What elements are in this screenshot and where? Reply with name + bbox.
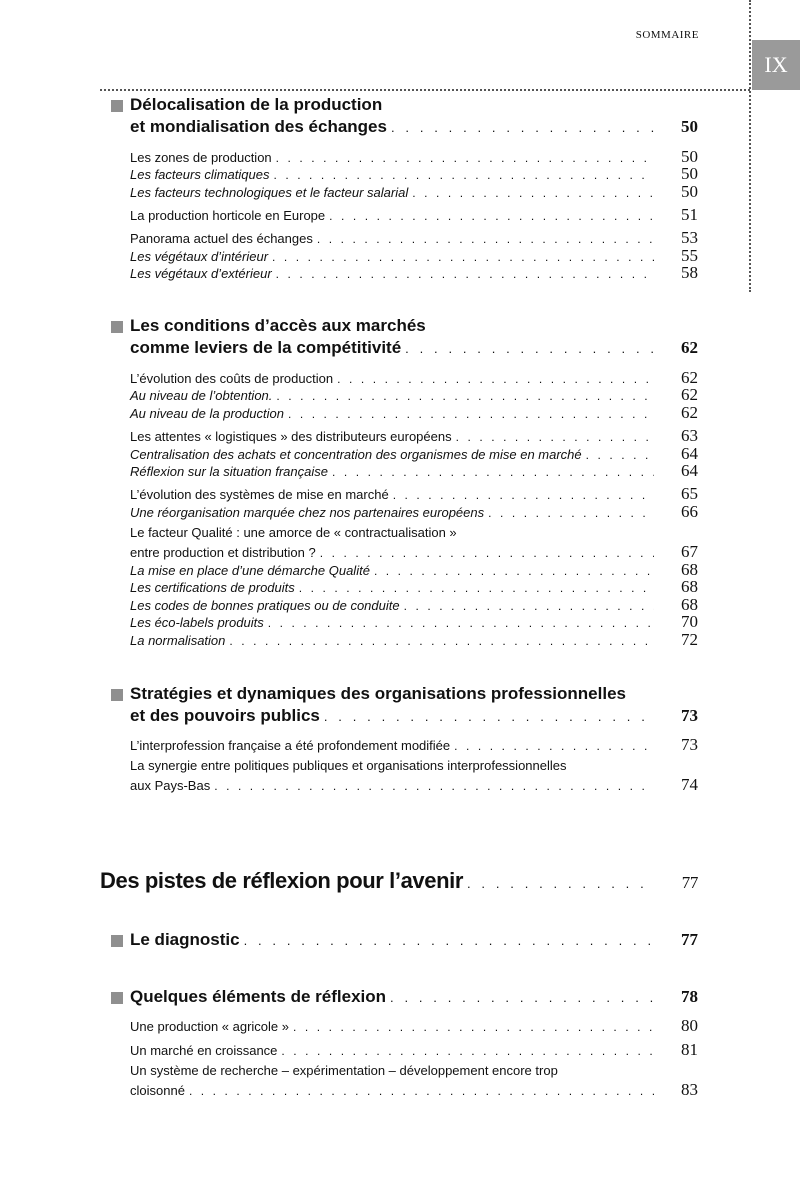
section-square-icon: [111, 689, 123, 701]
dot-leader: [329, 209, 654, 223]
entry-text: Panorama actuel des échanges: [130, 231, 313, 246]
page-number: 64: [681, 444, 698, 463]
vertical-dotted-rule: [749, 0, 751, 292]
entry-text: entre production et distribution ?: [130, 545, 316, 560]
dot-leader: [374, 564, 654, 578]
dot-leader: [320, 546, 654, 560]
dot-leader: [276, 389, 654, 403]
toc-entry: [130, 228, 698, 248]
toc-part-row: [100, 868, 698, 894]
entry-text: cloisonné: [130, 1083, 185, 1098]
section-title-line2: et des pouvoirs publics: [130, 706, 320, 725]
dot-leader: [268, 616, 654, 630]
dot-leader: [189, 1084, 654, 1098]
dot-leader: [337, 372, 654, 386]
toc-entry: [130, 735, 698, 755]
entry-text: Les codes de bonnes pratiques ou de conduite: [130, 598, 400, 613]
page-number: 65: [681, 484, 698, 503]
dot-leader: [467, 876, 654, 891]
page-number: 53: [681, 228, 698, 247]
toc-entry: [130, 775, 698, 795]
page-number: 68: [681, 577, 698, 596]
dot-leader: [488, 506, 654, 520]
dot-leader: [229, 634, 654, 648]
section-title-line1: Stratégies et dynamiques des organisations professionnelles: [130, 684, 626, 703]
toc-entry: [130, 1040, 698, 1060]
toc-entry: [130, 263, 698, 283]
entry-text: Les facteurs technologiques et le facteur salarial: [130, 185, 409, 200]
entry-text: Les attentes « logistiques » des distributeurs européens: [130, 429, 452, 444]
dot-leader: [317, 232, 654, 246]
toc-entry: [130, 164, 698, 184]
dot-leader: [281, 1044, 654, 1058]
entry-text: Réflexion sur la situation française: [130, 464, 328, 479]
page-number: 77: [681, 930, 698, 949]
page-number: 62: [681, 403, 698, 422]
dot-leader: [276, 267, 654, 281]
page-number: 66: [681, 502, 698, 521]
page-number: 50: [681, 182, 698, 201]
dot-leader: [332, 465, 654, 479]
dot-leader: [393, 488, 654, 502]
dot-leader: [272, 250, 654, 264]
entry-text: Au niveau de la production: [130, 406, 284, 421]
page-number: 68: [681, 595, 698, 614]
page-number: 77: [681, 873, 698, 892]
entry-text: Les certifications de produits: [130, 580, 295, 595]
toc-entry: [130, 182, 698, 202]
page-number: 74: [681, 775, 698, 794]
page-number: 73: [681, 735, 698, 754]
section-square-icon: [111, 321, 123, 333]
page-number: 68: [681, 560, 698, 579]
page-number: 81: [681, 1040, 698, 1059]
entry-text: La production horticole en Europe: [130, 208, 326, 223]
page-number: 62: [681, 338, 698, 357]
entry-text: L’évolution des coûts de production: [130, 371, 334, 386]
dot-leader: [324, 709, 654, 724]
toc-entry: [130, 502, 698, 522]
dot-leader: [412, 186, 654, 200]
toc-entry: [130, 577, 698, 597]
entry-text-line1: La synergie entre politiques publiques et organisations interprofessionnelles: [130, 758, 567, 773]
toc-entry: [130, 630, 698, 650]
page-number: 64: [681, 461, 698, 480]
toc-entry: [130, 403, 698, 423]
entry-text-line1: Un système de recherche – expérimentation – développement encore trop: [130, 1063, 558, 1078]
page-number: 58: [681, 263, 698, 282]
page-number: 55: [681, 246, 698, 265]
toc-entry: [130, 484, 698, 504]
page-number: 62: [681, 368, 698, 387]
page-number: 80: [681, 1016, 698, 1035]
dot-leader: [456, 430, 654, 444]
page-number: 73: [681, 706, 698, 725]
entry-text: La mise en place d’une démarche Qualité: [130, 563, 370, 578]
section-title-line2: comme leviers de la compétitivité: [130, 338, 402, 357]
page-number-tab: IX: [752, 40, 800, 90]
section-square-icon: [111, 935, 123, 947]
page-number: 50: [681, 164, 698, 183]
section-square-icon: [111, 992, 123, 1004]
dot-leader: [299, 581, 654, 595]
section-title-line1: Délocalisation de la production: [130, 95, 383, 114]
entry-text: L’évolution des systèmes de mise en marché: [130, 487, 389, 502]
page-number: 50: [681, 147, 698, 166]
toc-entry: [130, 542, 698, 562]
entry-text: La normalisation: [130, 633, 226, 648]
dot-leader: [244, 933, 654, 948]
entry-text: Une production « agricole »: [130, 1019, 289, 1034]
toc-section-row: [130, 338, 698, 358]
entry-text-line1: Le facteur Qualité : une amorce de « contractualisation »: [130, 525, 457, 540]
toc-entry: [130, 385, 698, 405]
entry-text: Centralisation des achats et concentration des organismes de mise en marché: [130, 447, 582, 462]
toc-entry: [130, 205, 698, 225]
toc-entry: [130, 461, 698, 481]
entry-text: Une réorganisation marquée chez nos partenaires européens: [130, 505, 485, 520]
page-number: 70: [681, 612, 698, 631]
toc-section-row: [130, 987, 698, 1007]
section-title: Quelques éléments de réflexion: [130, 987, 387, 1006]
page-number: 50: [681, 117, 698, 136]
page-number: 62: [681, 385, 698, 404]
running-title: SOMMAIRE: [635, 29, 699, 41]
entry-text: Au niveau de l’obtention.: [130, 388, 273, 403]
page-number: 51: [681, 205, 698, 224]
dot-leader: [214, 779, 654, 793]
section-square-icon: [111, 100, 123, 112]
toc-entry: [130, 1016, 698, 1036]
entry-text: Les facteurs climatiques: [130, 167, 270, 182]
part-title: Des pistes de réflexion pour l’avenir: [100, 868, 463, 893]
dot-leader: [391, 120, 654, 135]
toc-entry: [130, 426, 698, 446]
dot-leader: [586, 448, 654, 462]
section-title: Le diagnostic: [130, 930, 240, 949]
section-title-line2: et mondialisation des échanges: [130, 117, 387, 136]
horizontal-dotted-rule: [100, 89, 750, 91]
dot-leader: [404, 599, 654, 613]
entry-text: L’interprofession française a été profondement modifiée: [130, 738, 451, 753]
entry-text: Un marché en croissance: [130, 1043, 278, 1058]
dot-leader: [390, 990, 654, 1005]
dot-leader: [288, 407, 654, 421]
toc-entry: [130, 1080, 698, 1100]
page-number: 63: [681, 426, 698, 445]
entry-text: Les végétaux d’extérieur: [130, 266, 272, 281]
page-number: 78: [681, 987, 698, 1006]
toc-section-row: [130, 117, 698, 137]
entry-text: Les zones de production: [130, 150, 272, 165]
toc-entry: [130, 612, 698, 632]
entry-text: Les végétaux d’intérieur: [130, 249, 269, 264]
toc-section-row: [130, 930, 698, 950]
dot-leader: [276, 151, 654, 165]
section-title-line1: Les conditions d’accès aux marchés: [130, 316, 426, 335]
page-number: 83: [681, 1080, 698, 1099]
entry-text: aux Pays-Bas: [130, 778, 211, 793]
dot-leader: [454, 739, 654, 753]
dot-leader: [405, 341, 654, 356]
entry-text: Les éco-labels produits: [130, 615, 264, 630]
dot-leader: [273, 168, 654, 182]
toc-section-row: [130, 706, 698, 726]
dot-leader: [293, 1020, 654, 1034]
page-number: 67: [681, 542, 698, 561]
page-number: 72: [681, 630, 698, 649]
